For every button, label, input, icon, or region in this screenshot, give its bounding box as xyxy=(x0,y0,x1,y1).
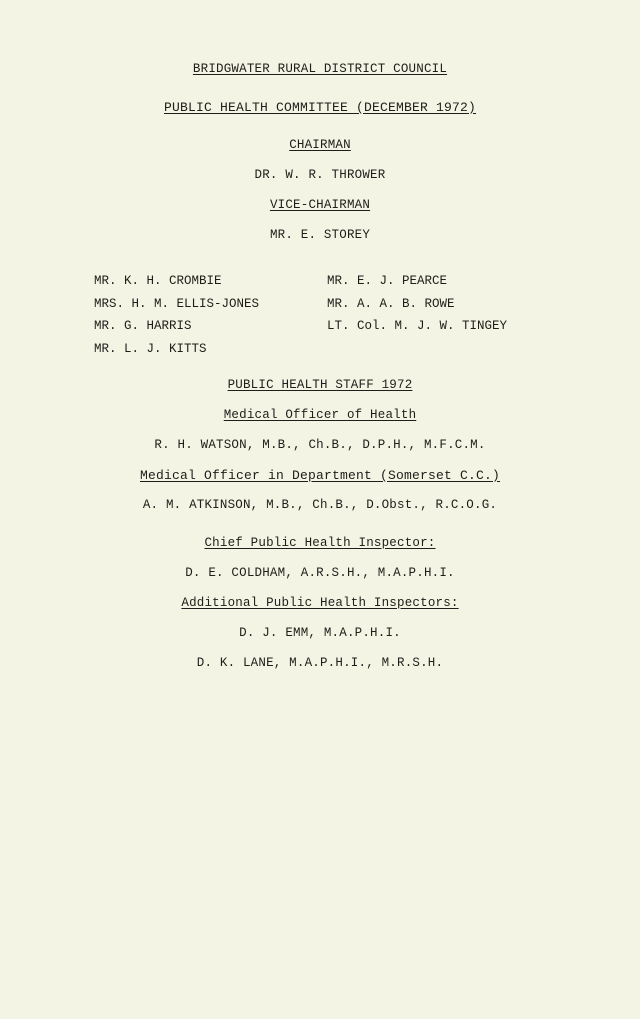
vice-chairman-heading: VICE-CHAIRMAN xyxy=(269,198,371,212)
member-name: MR. E. J. PEARCE xyxy=(327,274,448,288)
chairman-name: DR. W. R. THROWER xyxy=(254,168,386,182)
committee-title: PUBLIC HEALTH COMMITTEE (DECEMBER 1972) xyxy=(163,100,477,115)
chairman-heading: CHAIRMAN xyxy=(289,138,351,152)
moh-name: R. H. WATSON, M.B., Ch.B., D.P.H., M.F.C.M. xyxy=(154,438,486,452)
member-name: MR. K. H. CROMBIE xyxy=(94,274,222,288)
moh-heading: Medical Officer of Health xyxy=(223,408,417,422)
council-title: BRIDGWATER RURAL DISTRICT COUNCIL xyxy=(192,62,448,76)
cphi-heading: Chief Public Health Inspector: xyxy=(204,536,436,550)
member-name: LT. Col. M. J. W. TINGEY xyxy=(327,319,508,333)
staff-heading: PUBLIC HEALTH STAFF 1972 xyxy=(227,378,413,392)
aphi-name: D. K. LANE, M.A.P.H.I., M.R.S.H. xyxy=(196,656,444,670)
members-right-column xyxy=(327,270,507,338)
member-name: MR. G. HARRIS xyxy=(94,319,192,333)
cphi-name: D. E. COLDHAM, A.R.S.H., M.A.P.H.I. xyxy=(185,566,455,580)
member-name: MR. A. A. B. ROWE xyxy=(327,296,455,311)
member-name: MRS. H. M. ELLIS-JONES xyxy=(94,296,260,311)
aphi-heading: Additional Public Health Inspectors: xyxy=(181,596,459,610)
vice-chairman-name: MR. E. STOREY xyxy=(269,228,371,242)
member-name: MR. L. J. KITTS xyxy=(94,341,207,356)
mo-dept-heading: Medical Officer in Department (Somerset C.C.) xyxy=(139,468,501,483)
members-left-column xyxy=(94,270,259,360)
aphi-name: D. J. EMM, M.A.P.H.I. xyxy=(239,626,401,640)
mo-dept-name: A. M. ATKINSON, M.B., Ch.B., D.Obst., R.C.O.G. xyxy=(142,498,498,512)
